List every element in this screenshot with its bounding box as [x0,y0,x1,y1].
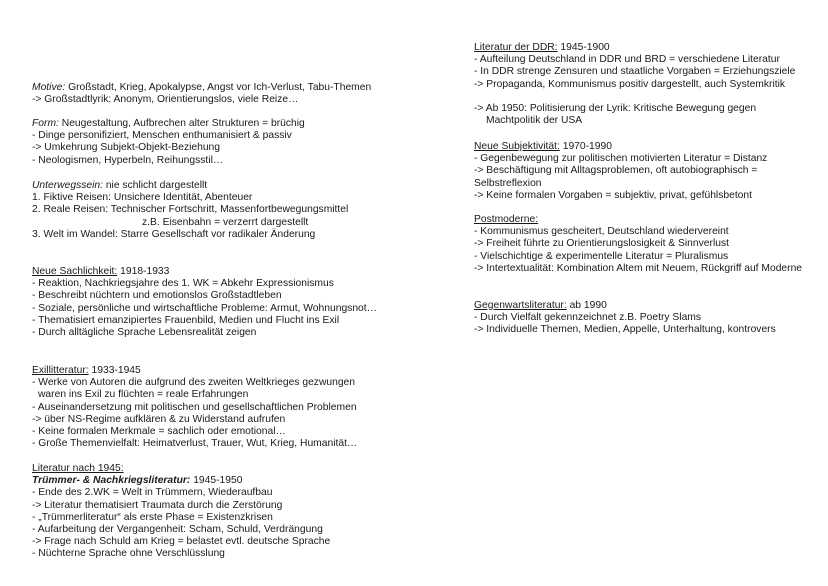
gegenwart-heading: Gegenwartsliteratur: [474,300,567,311]
ddr-line: - Aufteilung Deutschland in DDR und BRD = verschiedene Literatur [474,54,780,66]
postmoderne-heading: Postmoderne: [474,214,539,225]
ddr-line: -> Propaganda, Kommunismus positiv dargestellt, auch Systemkritik [474,78,786,90]
section-postmoderne [474,214,802,275]
subjektiv-heading: Neue Subjektivität: [474,141,560,152]
motive-line: -> Großstadtlyrik: Anonym, Orientierungslos, viele Reize… [32,94,299,106]
postmoderne-line: - Kommunismus gescheitert, Deutschland wiedervereint [474,226,729,238]
unterwegs-indented: z.B. Eisenbahn = verzerrt dargestellt [142,216,309,228]
section-gegenwartsliteratur [474,300,776,337]
unterwegs-text: nie schlicht dargestellt [102,180,208,191]
section-literatur-ddr [474,42,795,127]
exil-line: -> über NS-Regime aufklären & zu Widerstand aufrufen [32,413,286,425]
nach1945-line: -> Literatur thematisiert Traumata durch die Zerstörung [32,499,283,511]
nach1945-line: - Aufarbeitung der Vergangenheit: Scham, Schuld, Verdrängung [32,523,323,535]
sachlichkeit-line: - Thematisiert emanzipiertes Frauenbild, Medien und Flucht ins Exil [32,314,340,326]
motive-text: Großstadt, Krieg, Apokalypse, Angst vor Ich-Verlust, Tabu-Themen [65,82,372,93]
section-exilliteratur [32,365,357,450]
nach1945-line: - Ende des 2.WK = Welt in Trümmern, Wiederaufbau [32,487,273,499]
exil-line: - Keine formalen Merkmale = sachlich oder emotional… [32,425,286,437]
form-text: Neugestaltung, Aufbrechen alter Strukturen = brüchig [58,118,305,129]
exil-line: - Werke von Autoren die aufgrund des zweiten Weltkrieges gezwungen [32,377,356,389]
sachlichkeit-years: 1918-1933 [117,266,170,277]
nach1945-line: - „Trümmerliteratur“ als erste Phase = Existenzkrisen [32,511,273,523]
subjektiv-line: - Gegenbewegung zur politischen motivierten Literatur = Distanz [474,153,768,165]
exil-line: - Große Themenvielfalt: Heimatverlust, Trauer, Wut, Krieg, Humanität… [32,438,358,450]
subjektiv-line: Selbstreflexion [474,177,542,189]
exil-heading: Exillitteratur: [32,365,89,376]
ddr-line: - In DDR strenge Zensuren und staatliche Vorgaben = Erziehungsziele [474,66,796,78]
ddr-line: -> Ab 1950: Politisierung der Lyrik: Kritische Bewegung gegen [474,102,757,114]
form-line: - Dinge personifiziert, Menschen enthumanisiert & passiv [32,130,292,142]
unterwegs-line: 1. Fiktive Reisen: Unsichere Identität, Abenteuer [32,192,253,204]
nach1945-sub-label: Trümmer- & Nachkriegsliteratur: [32,475,191,487]
section-neue-sachlichkeit [32,266,377,339]
nach1945-line: - Nüchterne Sprache ohne Verschlüsslung [32,548,225,560]
unterwegs-label: Unterwegssein: [32,180,103,191]
form-label: Form: [32,118,59,129]
section-motive [32,82,371,106]
ddr-heading: Literatur der DDR: [474,42,558,53]
exil-years: 1933-1945 [88,365,141,376]
subjektiv-years: 1970-1990 [559,141,612,152]
form-line: - Neologismen, Hyperbeln, Reihungsstil… [32,154,224,166]
postmoderne-line: -> Intertextualität: Kombination Altem mit Neuem, Rückgriff auf Moderne [474,262,803,274]
subjektiv-line: -> Beschäftigung mit Alltagsproblemen, oft autobiographisch = [474,165,758,177]
sachlichkeit-line: - Reaktion, Nachkriegsjahre des 1. WK = Abkehr Expressionismus [32,278,334,290]
gegenwart-years: ab 1990 [566,300,607,311]
section-unterwegssein [32,180,348,241]
unterwegs-line: 2. Reale Reisen: Technischer Fortschritt, Massenfortbewegungsmittel [32,204,349,216]
unterwegs-line: 3. Welt im Wandel: Starre Gesellschaft vor radikaler Änderung [32,228,316,240]
section-form [32,118,305,167]
motive-label: Motive: [32,82,66,93]
sachlichkeit-line: - Durch alltägliche Sprache Lebensrealität zeigen [32,326,257,338]
sachlichkeit-line: - Beschreibt nüchtern und emotionslos Großstadtleben [32,290,282,302]
postmoderne-line: - Vielschichtige & experimentelle Literatur = Pluralismus [474,250,729,262]
ddr-years: 1945-1900 [557,42,610,53]
gegenwart-line: -> Individuelle Themen, Medien, Appelle, Unterhaltung, kontrovers [474,324,776,336]
section-neue-subjektivitaet [474,141,767,202]
nach1945-heading: Literatur nach 1945: [32,463,124,474]
ddr-line: Machtpolitik der USA [486,114,583,126]
section-literatur-nach-1945 [32,463,330,561]
postmoderne-line: -> Freiheit führte zu Orientierungslosigkeit & Sinnverlust [474,238,729,250]
sachlichkeit-line: - Soziale, persönliche und wirtschaftliche Probleme: Armut, Wohnungsnot… [32,302,377,314]
sachlichkeit-heading: Neue Sachlichkeit: [32,266,118,277]
exil-line: waren ins Exil zu flüchten = reale Erfahrungen [38,389,249,401]
subjektiv-line: -> Keine formalen Vorgaben = subjektiv, privat, gefühlsbetont [474,189,752,201]
nach1945-sub-years: 1945-1950 [190,475,243,487]
exil-line: - Auseinandersetzung mit politischen und gesellschaftlichen Problemen [32,401,357,413]
form-line: -> Umkehrung Subjekt-Objekt-Beziehung [32,142,221,154]
gegenwart-line: - Durch Vielfalt gekennzeichnet z.B. Poetry Slams [474,312,702,324]
nach1945-line: -> Frage nach Schuld am Krieg = belastet evtl. deutsche Sprache [32,536,331,548]
